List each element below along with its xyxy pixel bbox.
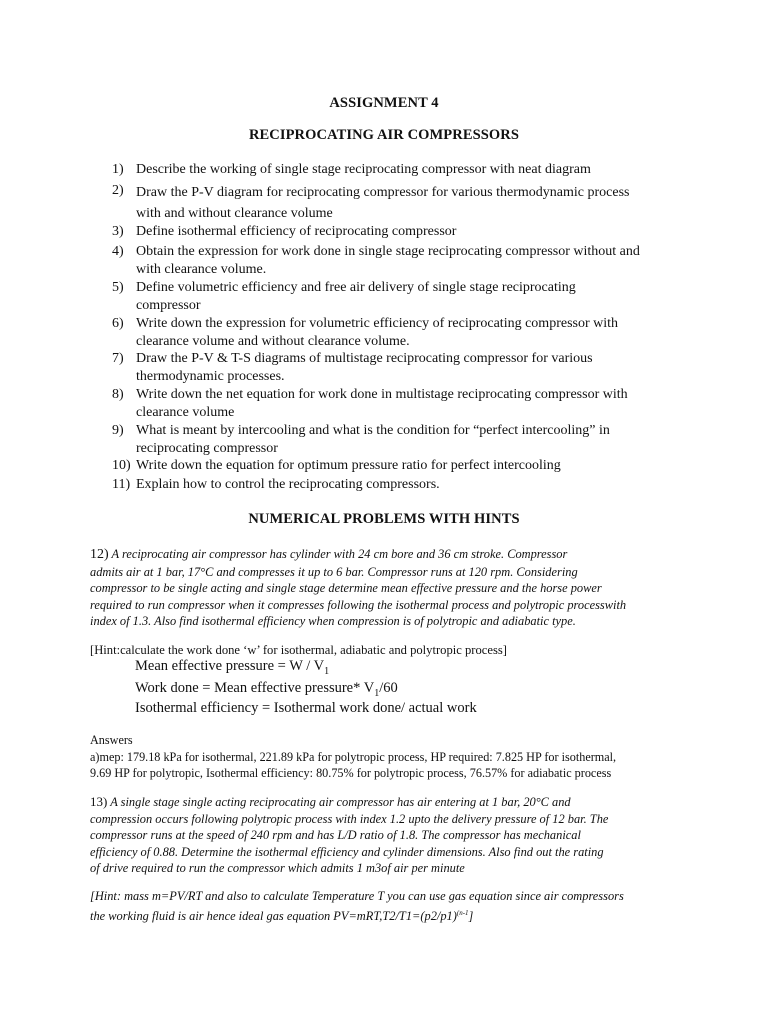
question-number: 5) (112, 280, 124, 295)
problem-13-hint: [Hint: mass m=PV/RT and also to calculate Temperature T you can use gas equation since air compressors the working fluid is air hence ideal gas equation $PV=mRT,T2/T1=(p2/p1)^{(n-1}$] (90, 888, 680, 924)
question-text: Write down the equation for optimum pressure ratio for perfect intercooling (136, 458, 561, 473)
question-number: 9) (112, 423, 124, 438)
problem-line: of drive required to run the compressor which admits 1 m3of air per minute (90, 861, 465, 875)
question-text: Define isothermal efficiency of reciprocating compressor (136, 224, 457, 239)
formula-work-done: Work done = Mean effective pressure* $V_1/60$ (135, 680, 398, 699)
question-text: What is meant by intercooling and what is the condition for “perfect intercooling” in (136, 423, 610, 438)
question-text: Define volumetric efficiency and free air delivery of single stage reciprocating (136, 280, 576, 295)
problem-line: A single stage single acting reciprocating air compressor has air entering at 1 bar, 20°C and (110, 795, 571, 809)
answers-section (90, 732, 690, 782)
numerical-heading: NUMERICAL PROBLEMS WITH HINTS (248, 511, 520, 527)
problem-line: A reciprocating air compressor has cylinder with 24 cm bore and 36 cm stroke. Compressor (111, 547, 568, 561)
formula-isothermal-efficiency: Isothermal efficiency = Isothermal work done/ actual work (135, 700, 477, 716)
question-text: Draw the P-V & T-S diagrams of multistage reciprocating compressor for various (136, 351, 593, 366)
problem-12-text (90, 546, 680, 630)
question-text: Write down the net equation for work done in multistage reciprocating compressor with (136, 387, 628, 402)
question-number: 10) (112, 458, 131, 473)
question-number: 6) (112, 316, 124, 331)
question-text: with clearance volume. (136, 262, 267, 277)
question-text: thermodynamic processes. (136, 369, 285, 384)
question-number: 2) (112, 183, 124, 198)
document-subtitle: RECIPROCATING AIR COMPRESSORS (248, 127, 520, 143)
question-text: Draw the P-V diagram for reciprocating compressor for various thermodynamic process (136, 185, 630, 200)
problem-line: required to run compressor when it compresses following the isothermal process and polytropic processwith (90, 597, 627, 612)
question-number: 8) (112, 387, 124, 402)
question-number: 7) (112, 351, 124, 366)
question-number: 11) (112, 477, 131, 492)
hint-exponent: (n-1 (456, 908, 469, 917)
problem-line: admits air at 1 bar, 17°C and compresses it up to 6 bar. Compressor runs at 120 rpm. Considering (90, 564, 578, 579)
formula-mep: Mean effective pressure = W / $V_1$ (135, 658, 330, 677)
question-text: compressor (136, 298, 201, 313)
problem-line: compression occurs following polytropic process with index 1.2 upto the delivery pressure of 12 bar. The (90, 811, 609, 826)
question-text: Describe the working of single stage reciprocating compressor with neat diagram (136, 162, 591, 177)
question-number: 4) (112, 244, 124, 259)
question-text: reciprocating compressor (136, 441, 278, 456)
hint-line: [Hint: mass m=PV/RT and also to calculate Temperature T you can use gas equation since air compressors (90, 889, 624, 903)
hint-line: the working fluid is air hence ideal gas equation PV=mRT,T2/T1=(p2/p1) (90, 908, 457, 923)
question-text: Write down the expression for volumetric efficiency of reciprocating compressor with (136, 316, 619, 331)
answers-label: Answers (90, 733, 133, 747)
question-text: with and without clearance volume (136, 206, 333, 221)
question-number: 3) (112, 224, 124, 239)
problem-line: compressor runs at the speed of 240 rpm and has L/D ratio of 1.8. The compressor has mechanical (90, 828, 581, 842)
problem-12-hint: [Hint:calculate the work done ‘w’ for isothermal, adiabatic and polytropic process] (90, 643, 507, 657)
answer-line: a)mep: 179.18 kPa for isothermal, 221.89 kPa for polytropic process, HP required: 7.825 HP for isothermal, (90, 749, 617, 764)
answer-line: 9.69 HP for polytropic, Isothermal efficiency: 80.75% for polytropic process, 76.57% for adiabatic process (90, 766, 612, 780)
problem-number: 12) (90, 547, 109, 562)
question-text: Explain how to control the reciprocating compressors. (136, 477, 440, 492)
question-text: Obtain the expression for work done in single stage reciprocating compressor without and (136, 244, 640, 259)
problem-number: 13) (90, 794, 108, 809)
problem-13-text (90, 794, 680, 877)
question-text: clearance volume and without clearance volume. (136, 334, 410, 349)
problem-line: index of 1.3. Also find isothermal efficiency when compression is of polytropic and adiabatic type. (90, 614, 576, 628)
problem-line: compressor to be single acting and single stage determine mean effective pressure and the horse power (90, 581, 602, 595)
question-text: clearance volume (136, 405, 235, 420)
question-number: 1) (112, 162, 124, 177)
assignment-title: ASSIGNMENT 4 (329, 95, 439, 111)
problem-line: efficiency of 0.88. Determine the isothermal efficiency and cylinder dimensions. Also find out the rating (90, 844, 604, 859)
